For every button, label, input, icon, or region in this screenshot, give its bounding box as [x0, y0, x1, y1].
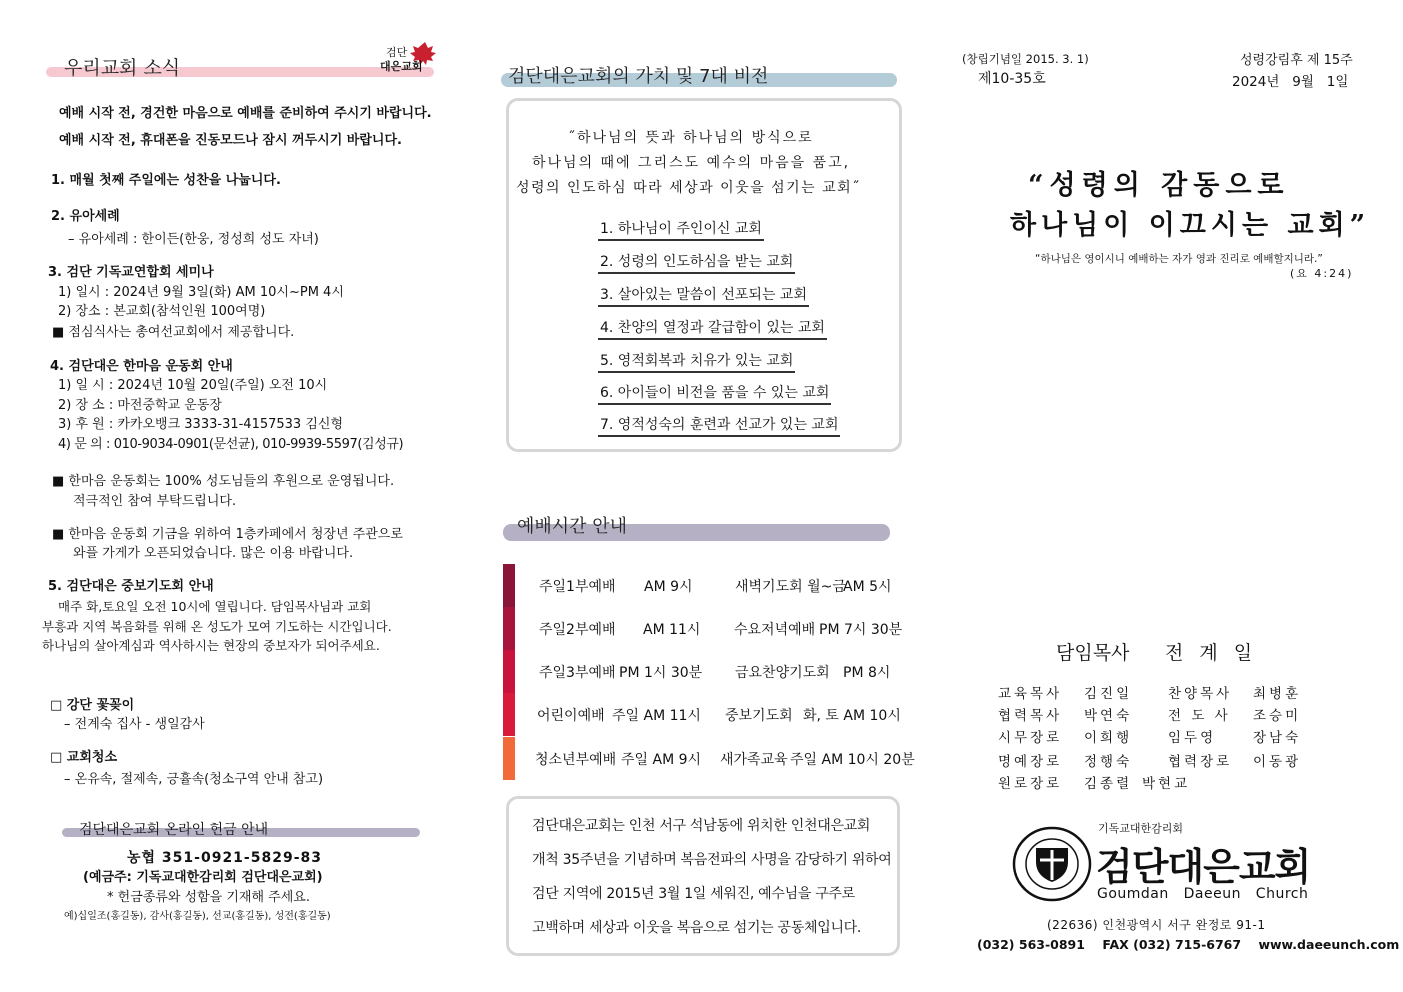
news-item-4-line-1: 1) 일 시 : 2024년 10월 20일(주일) 오전 10시 [58, 378, 328, 393]
news-item-5-line-1: 매주 화,토요일 오전 10시에 열립니다. 담임목사님과 교회 [58, 599, 372, 614]
church-name-en: Goumdan Daeeun Church [1097, 886, 1309, 902]
offering-holder: (예금주: 기독교대한감리회 검단대은교회) [83, 870, 323, 885]
staff-name: 김종렬 [1084, 776, 1133, 792]
news-item-3-title: 3. 검단 기독교연합회 세미나 [48, 265, 214, 280]
staff-name: 박연숙 [1084, 708, 1133, 724]
news-item-4-note2-b: 와플 가게가 오픈되었습니다. 많은 이용 바랍니다. [73, 546, 354, 561]
staff-name: 김진일 [1084, 686, 1133, 702]
staff-name: 임두영 [1168, 730, 1217, 746]
worship-time-right: AM 5시 [843, 579, 892, 595]
cleaning-line: – 온유속, 절제속, 긍휼속(청소구역 안내 참고) [64, 772, 324, 787]
news-item-3-line-1: 1) 일시 : 2024년 9월 3일(화) AM 10시~PM 4시 [58, 285, 344, 300]
vision-item-2: 2. 성령의 인도하심을 받는 교회 [598, 251, 795, 274]
about-line-2: 개척 35주년을 기념하며 복음전파의 사명을 감당하기 위하여 [532, 852, 892, 868]
staff-name: 박현교 [1142, 776, 1191, 792]
worship-color-bar [503, 737, 515, 780]
issue-number: 제10-35호 [978, 71, 1046, 87]
staff-role: 전 도 사 [1168, 708, 1231, 724]
worship-color-bar [503, 564, 515, 607]
worship-name-right: 수요저녁예배 [734, 622, 816, 638]
vision-item-3: 3. 살아있는 말씀이 선포되는 교회 [598, 284, 809, 307]
pastor-title: 담임목사 [1056, 642, 1130, 664]
staff-name: 이희행 [1084, 730, 1133, 746]
about-line-4: 고백하며 세상과 이웃을 복음으로 섬기는 공동체입니다. [532, 920, 862, 936]
staff-name: 정행숙 [1084, 754, 1133, 770]
news-item-2-line: – 유아세례 : 한이든(한웅, 정성희 성도 자녀) [68, 232, 319, 247]
worship-name-left: 주일3부예배 [539, 665, 616, 681]
news-item-5-title: 5. 검단대은 중보기도회 안내 [48, 579, 214, 594]
founded-date: (창립기념일 2015. 3. 1) [962, 52, 1089, 66]
staff-name: 이동광 [1253, 754, 1302, 770]
worship-name-left: 주일1부예배 [539, 579, 616, 595]
logo-small-line2: 대은교회 [380, 60, 423, 73]
worship-color-bar [503, 650, 515, 693]
worship-row-1 [503, 564, 903, 607]
bulletin-date: 2024년 9월 1일 [1232, 74, 1349, 90]
worship-row-3 [503, 650, 903, 693]
motto-line-2: 하나님이 이끄시는 교회” [1010, 210, 1371, 241]
news-item-4-title: 4. 검단대은 한마음 운동회 안내 [50, 359, 233, 374]
worship-time-left: PM 1시 30분 [619, 665, 703, 681]
season: 성령강림후 제 15주 [1240, 53, 1353, 68]
worship-time-right: PM 8시 [843, 665, 891, 681]
news-item-3-note: ■ 점심식사는 총여선교회에서 제공합니다. [52, 325, 295, 340]
worship-time-left: AM 11시 [643, 622, 701, 638]
vision-item-5: 5. 영적회복과 치유가 있는 교회 [598, 350, 795, 373]
news-item-1: 1. 매월 첫째 주일에는 성찬을 나눕니다. [51, 173, 281, 188]
church-logo-small [378, 40, 438, 86]
staff-role: 원로장로 [998, 776, 1063, 792]
methodist-seal [1012, 826, 1092, 902]
motto-verse: “하나님은 영이시니 예배하는 자가 영과 진리로 예배할지니라.” [1035, 253, 1323, 265]
worship-name-right: 중보기도회 [725, 708, 793, 724]
staff-role: 교육목사 [998, 686, 1063, 702]
worship-time-right: 주일 AM 10시 20분 [790, 752, 915, 768]
worship-time-right: 화, 토 AM 10시 [803, 708, 901, 724]
worship-name-left: 주일2부예배 [539, 622, 616, 638]
church-address: (22636) 인천광역시 서구 완정로 91-1 [1047, 918, 1266, 932]
worship-name-left: 어린이예배 [537, 708, 605, 724]
offering-example: 예)십일조(홍길동), 감사(홍길동), 선교(홍길동), 성전(홍길동) [64, 911, 331, 922]
about-line-1: 검단대은교회는 인천 서구 석남동에 위치한 인천대은교회 [532, 818, 871, 834]
worship-row-2 [503, 607, 903, 650]
news-item-4-note1-a: ■ 한마음 운동회는 100% 성도님들의 후원으로 운영됩니다. [52, 474, 395, 489]
vision-quote-1: ˝하나님의 뜻과 하나님의 방식으로 [568, 130, 814, 146]
pastor-name: 전 계 일 [1165, 642, 1258, 664]
worship-color-bar [503, 693, 515, 736]
offering-note: * 헌금종류와 성함을 기재해 주세요. [107, 890, 310, 905]
worship-color-bar [503, 607, 515, 650]
staff-role: 협력목사 [998, 708, 1063, 724]
motto-line-1: “성령의 감동으로 [1028, 170, 1290, 201]
vision-item-4: 4. 찬양의 열정과 갈급함이 있는 교회 [598, 317, 827, 340]
logo-small-line1: 검단 [386, 46, 408, 59]
vision-item-6: 6. 아이들이 비전을 품을 수 있는 교회 [598, 382, 831, 405]
news-title: 우리교회 소식 [64, 57, 181, 79]
staff-name: 최병훈 [1253, 686, 1302, 702]
worship-title: 예배시간 안내 [517, 516, 628, 537]
worship-name-right: 금요찬양기도회 [735, 665, 830, 681]
vision-title: 검단대은교회의 가치 및 7대 비전 [508, 66, 769, 87]
methodist-seal-icon [1012, 826, 1092, 902]
staff-name: 장남숙 [1253, 730, 1302, 746]
about-line-3: 검단 지역에 2015년 3월 1일 세워진, 예수님을 구주로 [532, 886, 855, 902]
worship-name-right: 새벽기도회 월~금 [735, 579, 846, 595]
staff-role: 시무장로 [998, 730, 1063, 746]
worship-time-left: AM 9시 [644, 579, 693, 595]
news-item-4-line-3: 3) 후 원 : 카카오뱅크 3333-31-4157533 김신형 [58, 417, 344, 432]
denomination: 기독교대한감리회 [1098, 822, 1184, 835]
worship-name-right: 새가족교육 [720, 752, 788, 768]
news-item-5-line-3: 하나님의 살아계심과 역사하시는 현장의 중보자가 되어주세요. [42, 638, 380, 653]
intro-2: 예배 시작 전, 휴대폰을 진동모드나 잠시 꺼두시기 바랍니다. [59, 133, 402, 148]
vision-quote-2: 하나님의 때에 그리스도 예수의 마음을 품고, [532, 155, 851, 171]
news-item-4-note2-a: ■ 한마음 운동회 기금을 위하여 1층카페에서 청장년 주관으로 [52, 527, 403, 542]
staff-role: 협력장로 [1168, 754, 1233, 770]
vision-item-1: 1. 하나님이 주인이신 교회 [598, 218, 764, 241]
worship-row-5 [503, 737, 915, 780]
offering-title: 검단대은교회 온라인 헌금 안내 [79, 822, 269, 838]
news-item-5-line-2: 부흥과 지역 복음화를 위해 온 성도가 모여 기도하는 시간입니다. [42, 619, 392, 634]
church-name-logo: 검단대은교회 [1096, 847, 1311, 889]
worship-time-right: PM 7시 30분 [819, 622, 903, 638]
worship-time-left: 주일 AM 11시 [612, 708, 701, 724]
intro-1: 예배 시작 전, 경건한 마음으로 예배를 준비하여 주시기 바랍니다. [59, 106, 432, 121]
cleaning-title: □ 교회청소 [50, 750, 118, 765]
motto-ref: (요 4:24) [1290, 267, 1354, 280]
news-item-4-line-4: 4) 문 의 : 010-9034-0901(문선균), 010-9939-5597(김성규) [58, 437, 404, 452]
staff-name: 조승미 [1253, 708, 1302, 724]
worship-name-left: 청소년부예배 [535, 752, 617, 768]
worship-row-4 [503, 693, 903, 736]
offering-account: 농협 351-0921-5829-83 [127, 850, 322, 866]
staff-role: 명예장로 [998, 754, 1063, 770]
news-item-3-line-2: 2) 장소 : 본교회(참석인원 100여명) [58, 304, 266, 319]
vision-item-7: 7. 영적성숙의 훈련과 선교가 있는 교회 [598, 414, 840, 437]
staff-role: 찬양목사 [1168, 686, 1233, 702]
flowers-line: – 전계숙 집사 - 생일감사 [64, 717, 205, 732]
vision-quote-3: 성령의 인도하심 따라 세상과 이웃을 섬기는 교회˝ [516, 180, 861, 196]
news-item-2-title: 2. 유아세례 [51, 209, 120, 224]
worship-time-left: 주일 AM 9시 [621, 752, 702, 768]
news-item-4-line-2: 2) 장 소 : 마전중학교 운동장 [58, 398, 222, 413]
flowers-title: □ 강단 꽃꽂이 [50, 698, 135, 713]
church-contact: (032) 563-0891 FAX (032) 715-6767 www.daeeunch.com [977, 937, 1400, 952]
news-item-4-note1-b: 적극적인 참여 부탁드립니다. [73, 494, 237, 509]
